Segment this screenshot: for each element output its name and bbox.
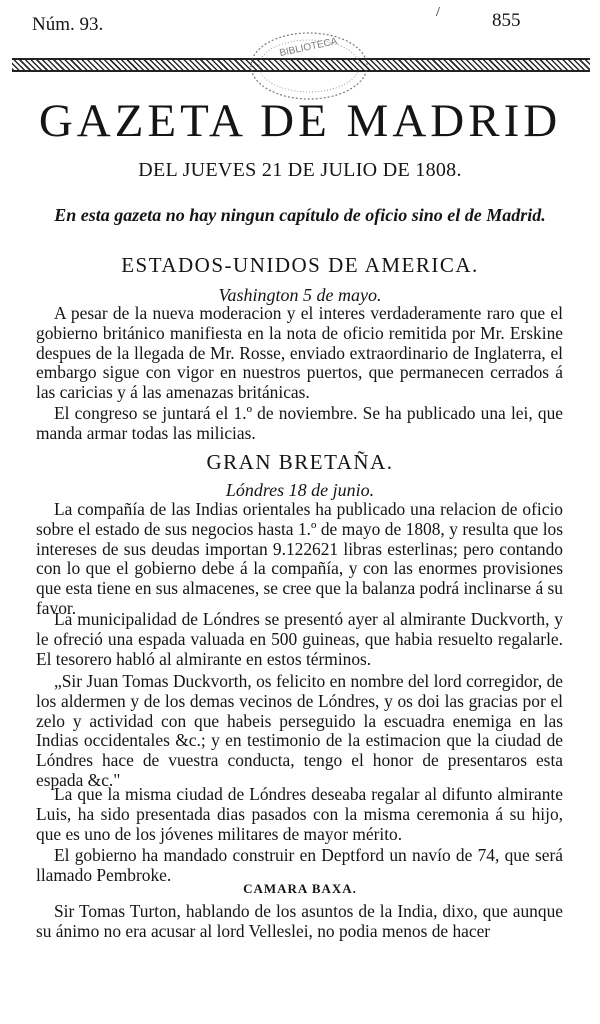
section-title-gb: GRAN BRETAÑA. xyxy=(206,450,394,474)
masthead: GAZETA DE MADRID xyxy=(38,95,562,147)
issue-date: DEL JUEVES 21 DE JULIO DE 1808. xyxy=(138,159,462,181)
paragraph-gb-1: La compañía de las Indias orientales ha publicado una relacion de oficio sobre el estado de sus negocios hasta 1.º de mayo de 1808, y resulta que los intereses de sus deudas importan 9.122621 libras esterlinas; pero contando con lo que el gobierno debe á la compañía, y con las enormes provisiones que esta tiene en sus almacenes, se cree que la balanza podrá inclinarse á su favor. xyxy=(36,499,563,618)
paragraph-gb-3: „Sir Juan Tomas Duckvorth, os felicito en nombre del lord corregidor, de los aldermen y de los demas vecinos de Lóndres, y os doi las gracias por el zelo y actividad con que habeis perseguido la escuadra enemiga en las Indias occidentales &c.; y en testimonio de la estimacion que la ciudad de Lóndres hace de vuestra conducta, tengo el honor de presentaros esta espada &c." xyxy=(36,671,563,790)
stamp-text: BIBLIOTECA xyxy=(278,36,339,60)
section-title-usa: ESTADOS-UNIDOS DE AMERICA. xyxy=(121,253,479,277)
library-stamp xyxy=(248,30,370,102)
dateline-london: Lóndres 18 de junio. xyxy=(225,480,375,500)
paragraph-gb-4: La que la misma ciudad de Lóndres deseaba regalar al difunto almirante Luis, ha sido presentada dias pasados con la misma ceremonia á su hijo, que es uno de los jóvenes militares de mayor mérito. xyxy=(36,784,563,844)
notice-line: En esta gazeta no hay ningun capítulo de oficio sino el de Madrid. xyxy=(54,205,546,225)
paragraph-usa-2: El congreso se juntará el 1.º de noviembre. Se ha publicado una lei, que manda armar todas las milicias. xyxy=(36,403,563,443)
paragraph-usa-1: A pesar de la nueva moderacion y el interes verdaderamente raro que el gobierno británico manifiesta en la nota de oficio remitida por Mr. Erskine despues de la llegada de Mr. Rosse, enviado extraordinario de Inglaterra, el embargo sigue con vigor en nuestros puertos, que permanecen cerrados á las caricias y á las amenazas británicas. xyxy=(36,303,563,403)
dateline-washington: Vashington 5 de mayo. xyxy=(218,285,382,305)
paragraph-gb-5: El gobierno ha mandado construir en Deptford un navío de 74, que será llamado Pembroke. xyxy=(36,845,563,885)
page-number: 855 xyxy=(492,10,521,31)
paragraph-gb-2: La municipalidad de Lóndres se presentó ayer al almirante Duckvorth, y le ofreció una espada valuada en 500 guineas, que habia resuelto regalarle. El tesorero habló al almirante en estos términos. xyxy=(36,609,563,669)
section-title-commons: CAMARA BAXA. xyxy=(243,881,357,896)
paragraph-commons-1: Sir Tomas Turton, hablando de los asuntos de la India, dixo, que aunque su ánimo no era acusar al lord Velleslei, no podia menos de hacer xyxy=(36,901,563,941)
issue-number: Núm. 93. xyxy=(32,14,104,35)
margin-mark: / xyxy=(436,5,440,20)
